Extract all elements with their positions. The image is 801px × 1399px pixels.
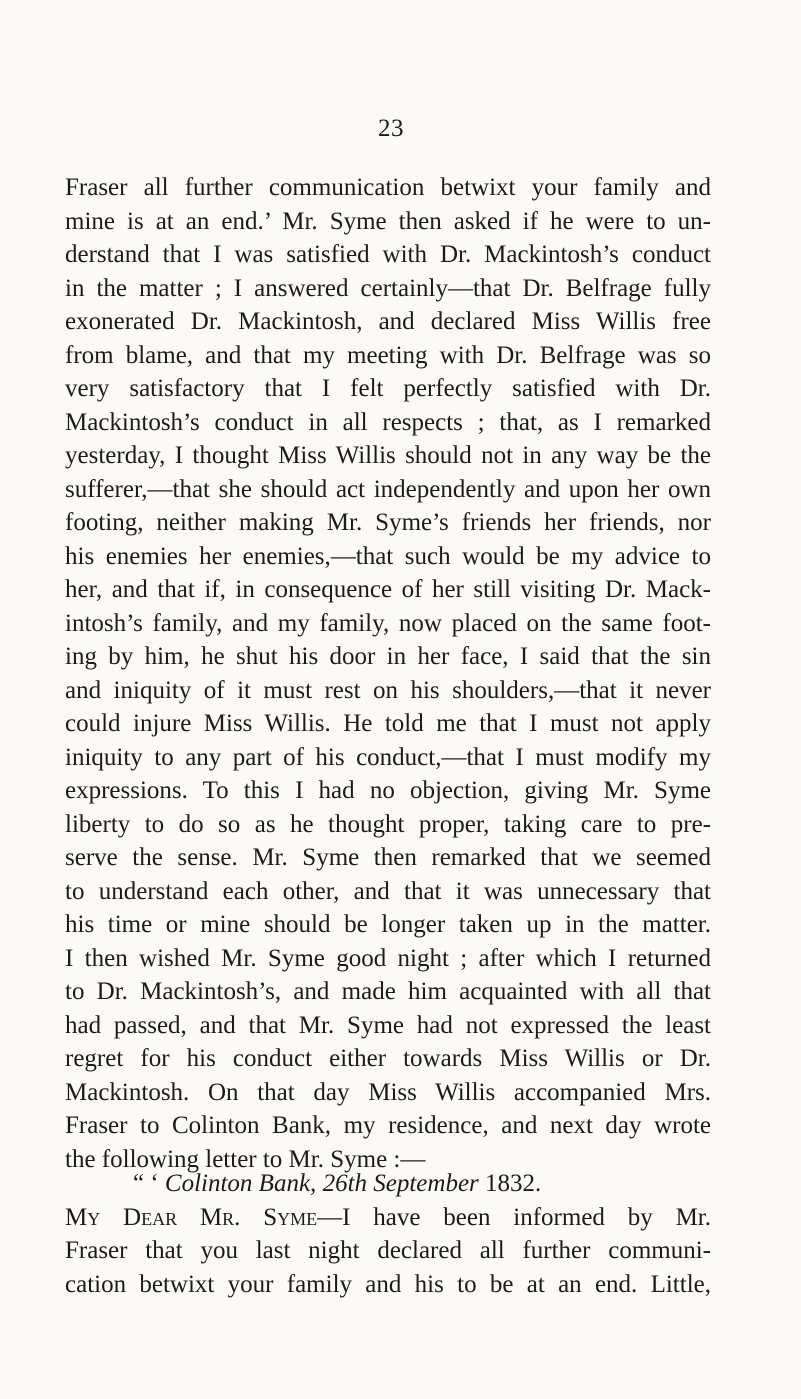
text-line: liberty to do so as he thought proper, taking care to pre-: [65, 810, 711, 838]
text-line: ing by him, he shut his door in her face, I said that the sin: [65, 643, 711, 670]
text-line: in the matter ; I answered certainly—that Dr. Belfrage fully: [65, 274, 711, 302]
text-line: exonerated Dr. Mackintosh, and declared Miss Willis free: [65, 308, 711, 335]
text-line: serve the sense. Mr. Syme then remarked that we seemed: [65, 844, 711, 871]
letter-body: [65, 1234, 711, 1301]
text-line: to understand each other, and that it was unnecessary that: [65, 877, 711, 905]
text-line: very satisfactory that I felt perfectly satisfied with Dr.: [65, 375, 711, 402]
text-line: Mackintosh’s conduct in all respects ; that, as I remarked: [65, 408, 711, 436]
letter-line: Fraser that you last night declared all further communi-: [65, 1237, 711, 1264]
letter-first-line-rest: —I have been informed by Mr.: [317, 1203, 711, 1231]
text-line: had passed, and that Mr. Syme had not expressed the least: [65, 1011, 711, 1039]
main-paragraph: [65, 171, 711, 1176]
page-number: 23: [378, 115, 404, 142]
dateline-date: 26th September: [322, 1170, 479, 1197]
dateline-place: Colinton Bank,: [164, 1170, 317, 1197]
letter-salutation: My Dear Mr. Syme: [65, 1203, 318, 1231]
text-line: the following letter to Mr. Syme :—: [65, 1145, 426, 1173]
dateline-year: 1832.: [485, 1170, 542, 1197]
text-line: yesterday, I thought Miss Willis should not in any way be the: [65, 442, 711, 469]
text-line: sufferer,—that she should act independently and upon her own: [65, 475, 711, 503]
text-line: her, and that if, in consequence of her still visiting Dr. Mack-: [65, 576, 711, 603]
text-line: his time or mine should be longer taken up in the matter.: [65, 911, 711, 938]
text-line: mine is at an end.’ Mr. Syme then asked if he were to un-: [65, 207, 711, 235]
text-line: iniquity to any part of his conduct,—that I must modify my: [65, 743, 711, 771]
text-line: Mackintosh. On that day Miss Willis accompanied Mrs.: [65, 1078, 711, 1106]
dateline-quote: “ ‘: [133, 1170, 159, 1197]
text-line: intosh’s family, and my family, now placed on the same foot-: [65, 609, 711, 637]
text-line: Fraser to Colinton Bank, my residence, and next day wrote: [65, 1112, 711, 1139]
letter-line: cation betwixt your family and his to be at an end. Little,: [65, 1270, 711, 1298]
text-line: regret for his conduct either towards Miss Willis or Dr.: [65, 1045, 711, 1072]
text-line: his enemies her enemies,—that such would be my advice to: [65, 542, 711, 570]
text-line: derstand that I was satisfied with Dr. Mackintosh’s conduct: [65, 241, 711, 268]
text-line: footing, neither making Mr. Syme’s friends her friends, nor: [65, 509, 711, 536]
text-line: I then wished Mr. Syme good night ; after which I returned: [65, 944, 711, 972]
text-line: expressions. To this I had no objection, giving Mr. Syme: [65, 777, 711, 804]
text-line: to Dr. Mackintosh’s, and made him acquainted with all that: [65, 978, 711, 1005]
text-line: and iniquity of it must rest on his shoulders,—that it never: [65, 676, 711, 704]
letter-salutation-line: [65, 1201, 711, 1235]
text-line: from blame, and that my meeting with Dr. Belfrage was so: [65, 341, 711, 369]
text-line: could injure Miss Willis. He told me that I must not apply: [65, 710, 711, 737]
text-line: Fraser all further communication betwixt your family and: [65, 174, 711, 201]
letter-dateline: [65, 1167, 711, 1201]
letter: [65, 1167, 711, 1301]
